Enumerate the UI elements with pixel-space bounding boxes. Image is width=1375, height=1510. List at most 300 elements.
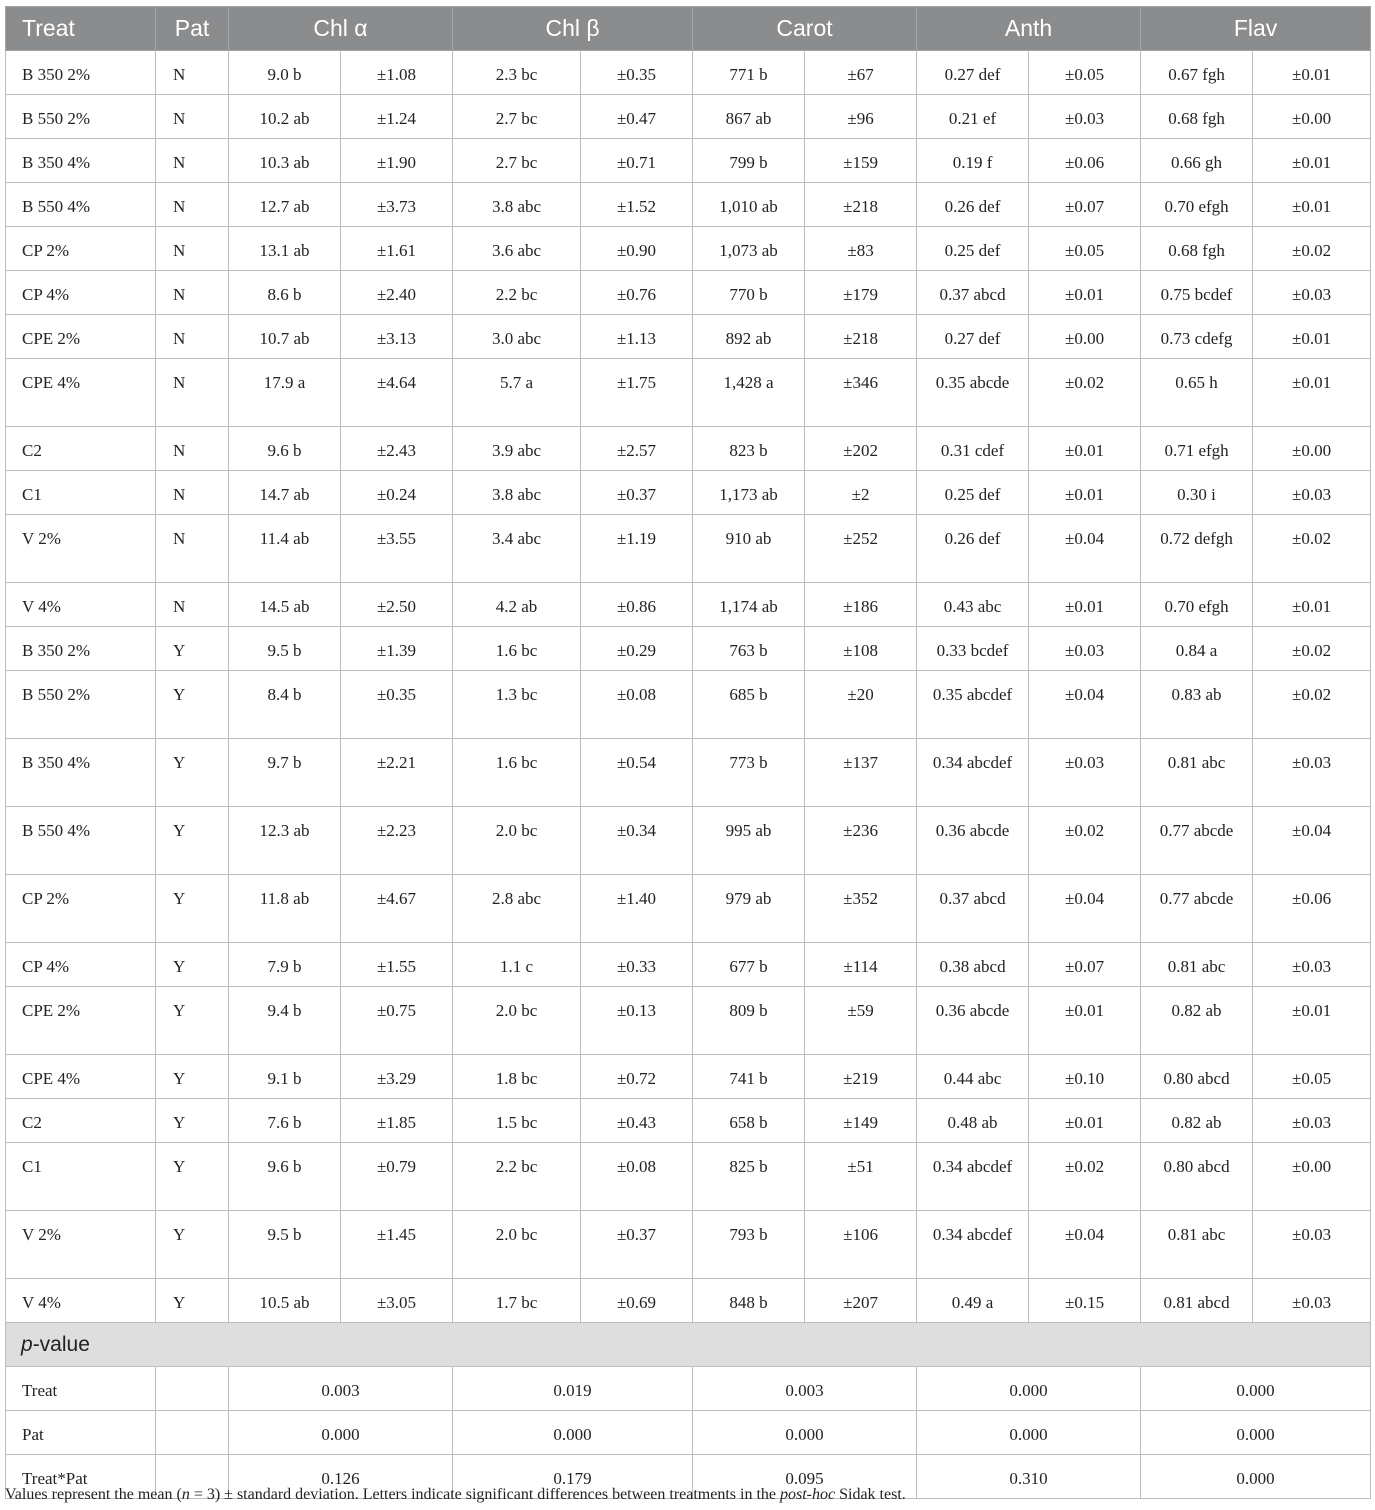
cell-treat: V 4% <box>6 583 156 627</box>
cell-anth: 0.48 ab <box>917 1099 1029 1143</box>
cell-carot-sd: ±179 <box>805 271 917 315</box>
cell-flav-sd: ±0.05 <box>1253 1055 1371 1099</box>
cell-carot: 848 b <box>693 1279 805 1323</box>
cell-chlb-sd: ±0.76 <box>581 271 693 315</box>
cell-pat: Y <box>156 1099 229 1143</box>
cell-carot-sd: ±186 <box>805 583 917 627</box>
cell-carot-sd: ±159 <box>805 139 917 183</box>
cell-treat: CPE 4% <box>6 359 156 427</box>
table-row <box>6 875 1371 943</box>
cell-flav: 0.82 ab <box>1141 1099 1253 1143</box>
cell-treat: CPE 2% <box>6 315 156 359</box>
results-table-container <box>5 6 1370 1499</box>
cell-treat: V 2% <box>6 515 156 583</box>
cell-carot-sd: ±218 <box>805 315 917 359</box>
cell-pat: N <box>156 227 229 271</box>
cell-anth: 0.37 abcd <box>917 271 1029 315</box>
cell-chlb: 1.7 bc <box>453 1279 581 1323</box>
pvalue-label: Treat <box>6 1367 156 1411</box>
cell-chla: 10.3 ab <box>229 139 341 183</box>
cell-pat: N <box>156 95 229 139</box>
cell-anth: 0.49 a <box>917 1279 1029 1323</box>
cell-chla-sd: ±2.23 <box>341 807 453 875</box>
table-row <box>6 427 1371 471</box>
cell-pat: Y <box>156 987 229 1055</box>
cell-anth: 0.33 bcdef <box>917 627 1029 671</box>
pvalue-section-header <box>6 1323 1371 1367</box>
table-row <box>6 1279 1371 1323</box>
header-chl-beta: Chl β <box>453 7 693 51</box>
cell-flav: 0.81 abc <box>1141 739 1253 807</box>
cell-anth-sd: ±0.03 <box>1029 95 1141 139</box>
cell-flav: 0.80 abcd <box>1141 1055 1253 1099</box>
cell-pat: Y <box>156 1211 229 1279</box>
cell-anth-sd: ±0.01 <box>1029 987 1141 1055</box>
pvalue-carot: 0.003 <box>693 1367 917 1411</box>
cell-anth: 0.35 abcde <box>917 359 1029 427</box>
cell-carot-sd: ±346 <box>805 359 917 427</box>
cell-flav: 0.71 efgh <box>1141 427 1253 471</box>
cell-flav: 0.68 fgh <box>1141 95 1253 139</box>
cell-chla: 9.4 b <box>229 987 341 1055</box>
cell-chla: 8.6 b <box>229 271 341 315</box>
table-row <box>6 1099 1371 1143</box>
cell-anth-sd: ±0.07 <box>1029 183 1141 227</box>
cell-chla: 14.5 ab <box>229 583 341 627</box>
cell-anth: 0.34 abcdef <box>917 1211 1029 1279</box>
pvalue-carot: 0.095 <box>693 1455 917 1499</box>
cell-chla-sd: ±0.35 <box>341 671 453 739</box>
cell-pat: Y <box>156 875 229 943</box>
cell-chlb: 5.7 a <box>453 359 581 427</box>
cell-chlb: 3.8 abc <box>453 183 581 227</box>
cell-flav: 0.30 i <box>1141 471 1253 515</box>
pvalue-anth: 0.000 <box>917 1411 1141 1455</box>
pvalue-flav: 0.000 <box>1141 1455 1371 1499</box>
pvalue-flav: 0.000 <box>1141 1411 1371 1455</box>
cell-chla: 7.6 b <box>229 1099 341 1143</box>
table-row <box>6 1143 1371 1211</box>
cell-chlb-sd: ±0.72 <box>581 1055 693 1099</box>
cell-treat: CP 2% <box>6 227 156 271</box>
cell-carot-sd: ±67 <box>805 51 917 95</box>
cell-chlb-sd: ±0.34 <box>581 807 693 875</box>
cell-anth-sd: ±0.02 <box>1029 807 1141 875</box>
cell-flav-sd: ±0.03 <box>1253 1211 1371 1279</box>
cell-anth-sd: ±0.00 <box>1029 315 1141 359</box>
header-carot: Carot <box>693 7 917 51</box>
cell-chlb: 2.3 bc <box>453 51 581 95</box>
cell-treat: CP 4% <box>6 271 156 315</box>
cell-chlb-sd: ±1.40 <box>581 875 693 943</box>
cell-carot-sd: ±218 <box>805 183 917 227</box>
cell-chla-sd: ±1.61 <box>341 227 453 271</box>
cell-flav: 0.68 fgh <box>1141 227 1253 271</box>
cell-carot: 677 b <box>693 943 805 987</box>
cell-chlb: 1.1 c <box>453 943 581 987</box>
cell-flav: 0.77 abcde <box>1141 807 1253 875</box>
table-row <box>6 627 1371 671</box>
cell-pat: Y <box>156 943 229 987</box>
pvalue-section-title: p-value <box>6 1323 1371 1367</box>
cell-chla-sd: ±1.08 <box>341 51 453 95</box>
cell-flav-sd: ±0.03 <box>1253 1099 1371 1143</box>
cell-carot: 763 b <box>693 627 805 671</box>
cell-pat: Y <box>156 627 229 671</box>
cell-chla: 9.6 b <box>229 1143 341 1211</box>
cell-chlb-sd: ±0.54 <box>581 739 693 807</box>
cell-carot-sd: ±51 <box>805 1143 917 1211</box>
cell-anth-sd: ±0.06 <box>1029 139 1141 183</box>
cell-carot-sd: ±20 <box>805 671 917 739</box>
cell-carot: 1,173 ab <box>693 471 805 515</box>
cell-anth-sd: ±0.15 <box>1029 1279 1141 1323</box>
cell-anth-sd: ±0.01 <box>1029 1099 1141 1143</box>
cell-anth-sd: ±0.05 <box>1029 227 1141 271</box>
cell-carot: 1,010 ab <box>693 183 805 227</box>
cell-anth: 0.43 abc <box>917 583 1029 627</box>
cell-chla-sd: ±0.24 <box>341 471 453 515</box>
cell-chla: 10.7 ab <box>229 315 341 359</box>
cell-chla-sd: ±4.64 <box>341 359 453 427</box>
cell-chlb-sd: ±0.37 <box>581 1211 693 1279</box>
cell-treat: CPE 2% <box>6 987 156 1055</box>
cell-chla-sd: ±1.85 <box>341 1099 453 1143</box>
cell-chlb: 1.6 bc <box>453 627 581 671</box>
cell-flav-sd: ±0.03 <box>1253 271 1371 315</box>
cell-pat: N <box>156 471 229 515</box>
pvalue-empty-cell <box>156 1411 229 1455</box>
cell-chla: 9.5 b <box>229 1211 341 1279</box>
cell-chla-sd: ±0.75 <box>341 987 453 1055</box>
cell-chlb-sd: ±0.90 <box>581 227 693 271</box>
cell-anth-sd: ±0.07 <box>1029 943 1141 987</box>
cell-treat: B 550 2% <box>6 95 156 139</box>
cell-chla: 14.7 ab <box>229 471 341 515</box>
cell-chlb: 3.4 abc <box>453 515 581 583</box>
table-row <box>6 807 1371 875</box>
cell-flav-sd: ±0.06 <box>1253 875 1371 943</box>
cell-chla-sd: ±1.55 <box>341 943 453 987</box>
cell-chlb: 1.3 bc <box>453 671 581 739</box>
table-row <box>6 987 1371 1055</box>
cell-chlb-sd: ±0.43 <box>581 1099 693 1143</box>
cell-chla-sd: ±1.90 <box>341 139 453 183</box>
cell-chla-sd: ±0.79 <box>341 1143 453 1211</box>
cell-chla-sd: ±2.43 <box>341 427 453 471</box>
cell-carot-sd: ±149 <box>805 1099 917 1143</box>
cell-flav: 0.65 h <box>1141 359 1253 427</box>
cell-flav-sd: ±0.01 <box>1253 987 1371 1055</box>
header-pat: Pat <box>156 7 229 51</box>
pvalue-anth: 0.310 <box>917 1455 1141 1499</box>
cell-chla-sd: ±4.67 <box>341 875 453 943</box>
cell-chla: 10.2 ab <box>229 95 341 139</box>
cell-anth-sd: ±0.04 <box>1029 875 1141 943</box>
cell-anth-sd: ±0.01 <box>1029 271 1141 315</box>
cell-flav-sd: ±0.04 <box>1253 807 1371 875</box>
cell-chlb-sd: ±1.52 <box>581 183 693 227</box>
header-treat: Treat <box>6 7 156 51</box>
cell-carot-sd: ±202 <box>805 427 917 471</box>
cell-anth: 0.27 def <box>917 51 1029 95</box>
cell-chlb-sd: ±1.75 <box>581 359 693 427</box>
cell-chlb-sd: ±0.86 <box>581 583 693 627</box>
cell-treat: B 350 4% <box>6 739 156 807</box>
cell-chlb-sd: ±0.29 <box>581 627 693 671</box>
cell-chla-sd: ±3.13 <box>341 315 453 359</box>
cell-carot: 867 ab <box>693 95 805 139</box>
cell-pat: Y <box>156 807 229 875</box>
cell-anth-sd: ±0.04 <box>1029 671 1141 739</box>
cell-flav: 0.70 efgh <box>1141 583 1253 627</box>
table-row <box>6 271 1371 315</box>
cell-carot-sd: ±2 <box>805 471 917 515</box>
cell-pat: N <box>156 183 229 227</box>
cell-chla: 12.7 ab <box>229 183 341 227</box>
cell-carot: 825 b <box>693 1143 805 1211</box>
cell-treat: CP 4% <box>6 943 156 987</box>
cell-anth: 0.38 abcd <box>917 943 1029 987</box>
table-body <box>6 51 1371 1499</box>
cell-chlb-sd: ±0.08 <box>581 671 693 739</box>
cell-chlb: 3.0 abc <box>453 315 581 359</box>
cell-flav-sd: ±0.00 <box>1253 427 1371 471</box>
cell-treat: C2 <box>6 427 156 471</box>
cell-flav: 0.81 abc <box>1141 1211 1253 1279</box>
cell-chlb-sd: ±1.13 <box>581 315 693 359</box>
cell-flav-sd: ±0.01 <box>1253 51 1371 95</box>
cell-treat: CPE 4% <box>6 1055 156 1099</box>
cell-anth-sd: ±0.03 <box>1029 627 1141 671</box>
cell-chla: 11.4 ab <box>229 515 341 583</box>
cell-chla-sd: ±3.29 <box>341 1055 453 1099</box>
cell-anth: 0.31 cdef <box>917 427 1029 471</box>
cell-chlb: 1.8 bc <box>453 1055 581 1099</box>
cell-flav-sd: ±0.02 <box>1253 627 1371 671</box>
cell-treat: B 350 2% <box>6 627 156 671</box>
cell-carot: 771 b <box>693 51 805 95</box>
cell-chlb: 3.6 abc <box>453 227 581 271</box>
cell-chla-sd: ±2.40 <box>341 271 453 315</box>
cell-chlb-sd: ±0.47 <box>581 95 693 139</box>
cell-chlb-sd: ±0.08 <box>581 1143 693 1211</box>
cell-anth-sd: ±0.10 <box>1029 1055 1141 1099</box>
cell-anth-sd: ±0.03 <box>1029 739 1141 807</box>
cell-carot: 793 b <box>693 1211 805 1279</box>
cell-flav-sd: ±0.01 <box>1253 139 1371 183</box>
cell-chlb-sd: ±1.19 <box>581 515 693 583</box>
cell-carot: 799 b <box>693 139 805 183</box>
cell-chlb: 2.7 bc <box>453 95 581 139</box>
pvalue-label: Treat*Pat <box>6 1455 156 1499</box>
cell-pat: Y <box>156 671 229 739</box>
table-row <box>6 943 1371 987</box>
table-row <box>6 515 1371 583</box>
cell-chlb: 3.8 abc <box>453 471 581 515</box>
cell-anth: 0.26 def <box>917 515 1029 583</box>
cell-treat: B 350 4% <box>6 139 156 183</box>
cell-carot-sd: ±137 <box>805 739 917 807</box>
cell-flav-sd: ±0.02 <box>1253 227 1371 271</box>
cell-carot: 823 b <box>693 427 805 471</box>
pvalue-row <box>6 1411 1371 1455</box>
cell-chlb-sd: ±0.33 <box>581 943 693 987</box>
cell-chlb-sd: ±0.35 <box>581 51 693 95</box>
cell-anth: 0.26 def <box>917 183 1029 227</box>
table-row <box>6 471 1371 515</box>
cell-flav-sd: ±0.01 <box>1253 359 1371 427</box>
cell-chlb: 1.5 bc <box>453 1099 581 1143</box>
cell-anth-sd: ±0.05 <box>1029 51 1141 95</box>
table-row <box>6 583 1371 627</box>
cell-anth: 0.19 f <box>917 139 1029 183</box>
cell-carot-sd: ±96 <box>805 95 917 139</box>
cell-treat: B 350 2% <box>6 51 156 95</box>
cell-anth: 0.36 abcde <box>917 807 1029 875</box>
cell-anth: 0.36 abcde <box>917 987 1029 1055</box>
cell-flav: 0.77 abcde <box>1141 875 1253 943</box>
cell-pat: N <box>156 515 229 583</box>
cell-anth: 0.21 ef <box>917 95 1029 139</box>
table-row <box>6 315 1371 359</box>
cell-chlb-sd: ±0.13 <box>581 987 693 1055</box>
cell-carot: 1,174 ab <box>693 583 805 627</box>
cell-pat: N <box>156 359 229 427</box>
cell-chlb: 2.0 bc <box>453 1211 581 1279</box>
pvalue-chla: 0.126 <box>229 1455 453 1499</box>
cell-pat: N <box>156 315 229 359</box>
cell-carot-sd: ±219 <box>805 1055 917 1099</box>
table-row <box>6 227 1371 271</box>
cell-chla-sd: ±2.21 <box>341 739 453 807</box>
table-row <box>6 359 1371 427</box>
cell-chla: 10.5 ab <box>229 1279 341 1323</box>
cell-treat: C2 <box>6 1099 156 1143</box>
pvalue-chla: 0.003 <box>229 1367 453 1411</box>
header-chl-alpha: Chl α <box>229 7 453 51</box>
cell-chla-sd: ±2.50 <box>341 583 453 627</box>
cell-flav-sd: ±0.01 <box>1253 183 1371 227</box>
table-footnote: Values represent the mean (n = 3) ± standard deviation. Letters indicate significant differences between treatments in the post-hoc Sidak test. <box>5 1486 906 1503</box>
cell-flav-sd: ±0.03 <box>1253 471 1371 515</box>
cell-carot: 809 b <box>693 987 805 1055</box>
cell-carot-sd: ±114 <box>805 943 917 987</box>
cell-carot: 658 b <box>693 1099 805 1143</box>
cell-chlb: 2.2 bc <box>453 271 581 315</box>
cell-anth: 0.27 def <box>917 315 1029 359</box>
cell-flav: 0.70 efgh <box>1141 183 1253 227</box>
pvalue-chlb: 0.019 <box>453 1367 693 1411</box>
cell-treat: CP 2% <box>6 875 156 943</box>
cell-pat: Y <box>156 739 229 807</box>
cell-anth-sd: ±0.02 <box>1029 1143 1141 1211</box>
cell-pat: N <box>156 271 229 315</box>
cell-chlb: 3.9 abc <box>453 427 581 471</box>
cell-carot: 1,073 ab <box>693 227 805 271</box>
cell-carot: 910 ab <box>693 515 805 583</box>
cell-flav-sd: ±0.03 <box>1253 943 1371 987</box>
cell-anth: 0.44 abc <box>917 1055 1029 1099</box>
table-row <box>6 1055 1371 1099</box>
cell-chla: 9.1 b <box>229 1055 341 1099</box>
cell-anth: 0.25 def <box>917 471 1029 515</box>
pvalue-label: Pat <box>6 1411 156 1455</box>
header-flav: Flav <box>1141 7 1371 51</box>
cell-chla: 12.3 ab <box>229 807 341 875</box>
table-row <box>6 139 1371 183</box>
cell-pat: Y <box>156 1279 229 1323</box>
pvalue-carot: 0.000 <box>693 1411 917 1455</box>
cell-flav: 0.80 abcd <box>1141 1143 1253 1211</box>
cell-chla: 9.6 b <box>229 427 341 471</box>
cell-flav: 0.67 fgh <box>1141 51 1253 95</box>
cell-chlb: 2.8 abc <box>453 875 581 943</box>
table-row <box>6 1211 1371 1279</box>
cell-chlb: 2.2 bc <box>453 1143 581 1211</box>
cell-chla: 9.7 b <box>229 739 341 807</box>
cell-pat: N <box>156 583 229 627</box>
cell-flav: 0.66 gh <box>1141 139 1253 183</box>
cell-carot-sd: ±108 <box>805 627 917 671</box>
cell-chla-sd: ±3.73 <box>341 183 453 227</box>
cell-carot: 979 ab <box>693 875 805 943</box>
cell-flav: 0.75 bcdef <box>1141 271 1253 315</box>
cell-flav: 0.81 abc <box>1141 943 1253 987</box>
cell-chlb: 2.7 bc <box>453 139 581 183</box>
cell-carot-sd: ±106 <box>805 1211 917 1279</box>
cell-pat: N <box>156 139 229 183</box>
cell-flav: 0.84 a <box>1141 627 1253 671</box>
cell-carot: 892 ab <box>693 315 805 359</box>
header-anth: Anth <box>917 7 1141 51</box>
cell-flav-sd: ±0.03 <box>1253 739 1371 807</box>
cell-treat: B 550 4% <box>6 807 156 875</box>
cell-carot-sd: ±252 <box>805 515 917 583</box>
pigment-results-table <box>5 6 1371 1499</box>
cell-flav-sd: ±0.01 <box>1253 315 1371 359</box>
cell-chlb-sd: ±0.71 <box>581 139 693 183</box>
cell-chlb: 2.0 bc <box>453 987 581 1055</box>
cell-carot: 1,428 a <box>693 359 805 427</box>
cell-carot-sd: ±352 <box>805 875 917 943</box>
cell-anth: 0.35 abcdef <box>917 671 1029 739</box>
cell-chla-sd: ±1.24 <box>341 95 453 139</box>
cell-carot: 995 ab <box>693 807 805 875</box>
cell-flav: 0.83 ab <box>1141 671 1253 739</box>
cell-flav-sd: ±0.03 <box>1253 1279 1371 1323</box>
cell-chla-sd: ±3.05 <box>341 1279 453 1323</box>
cell-flav: 0.81 abcd <box>1141 1279 1253 1323</box>
cell-chla: 9.5 b <box>229 627 341 671</box>
cell-pat: Y <box>156 1143 229 1211</box>
cell-anth-sd: ±0.04 <box>1029 515 1141 583</box>
cell-chla: 13.1 ab <box>229 227 341 271</box>
cell-treat: C1 <box>6 471 156 515</box>
cell-anth-sd: ±0.01 <box>1029 583 1141 627</box>
cell-treat: C1 <box>6 1143 156 1211</box>
cell-flav: 0.72 defgh <box>1141 515 1253 583</box>
table-row <box>6 671 1371 739</box>
cell-flav: 0.82 ab <box>1141 987 1253 1055</box>
table-row <box>6 183 1371 227</box>
cell-chla-sd: ±1.45 <box>341 1211 453 1279</box>
cell-treat: B 550 2% <box>6 671 156 739</box>
cell-chlb-sd: ±0.69 <box>581 1279 693 1323</box>
pvalue-flav: 0.000 <box>1141 1367 1371 1411</box>
cell-anth-sd: ±0.01 <box>1029 427 1141 471</box>
pvalue-chlb: 0.000 <box>453 1411 693 1455</box>
